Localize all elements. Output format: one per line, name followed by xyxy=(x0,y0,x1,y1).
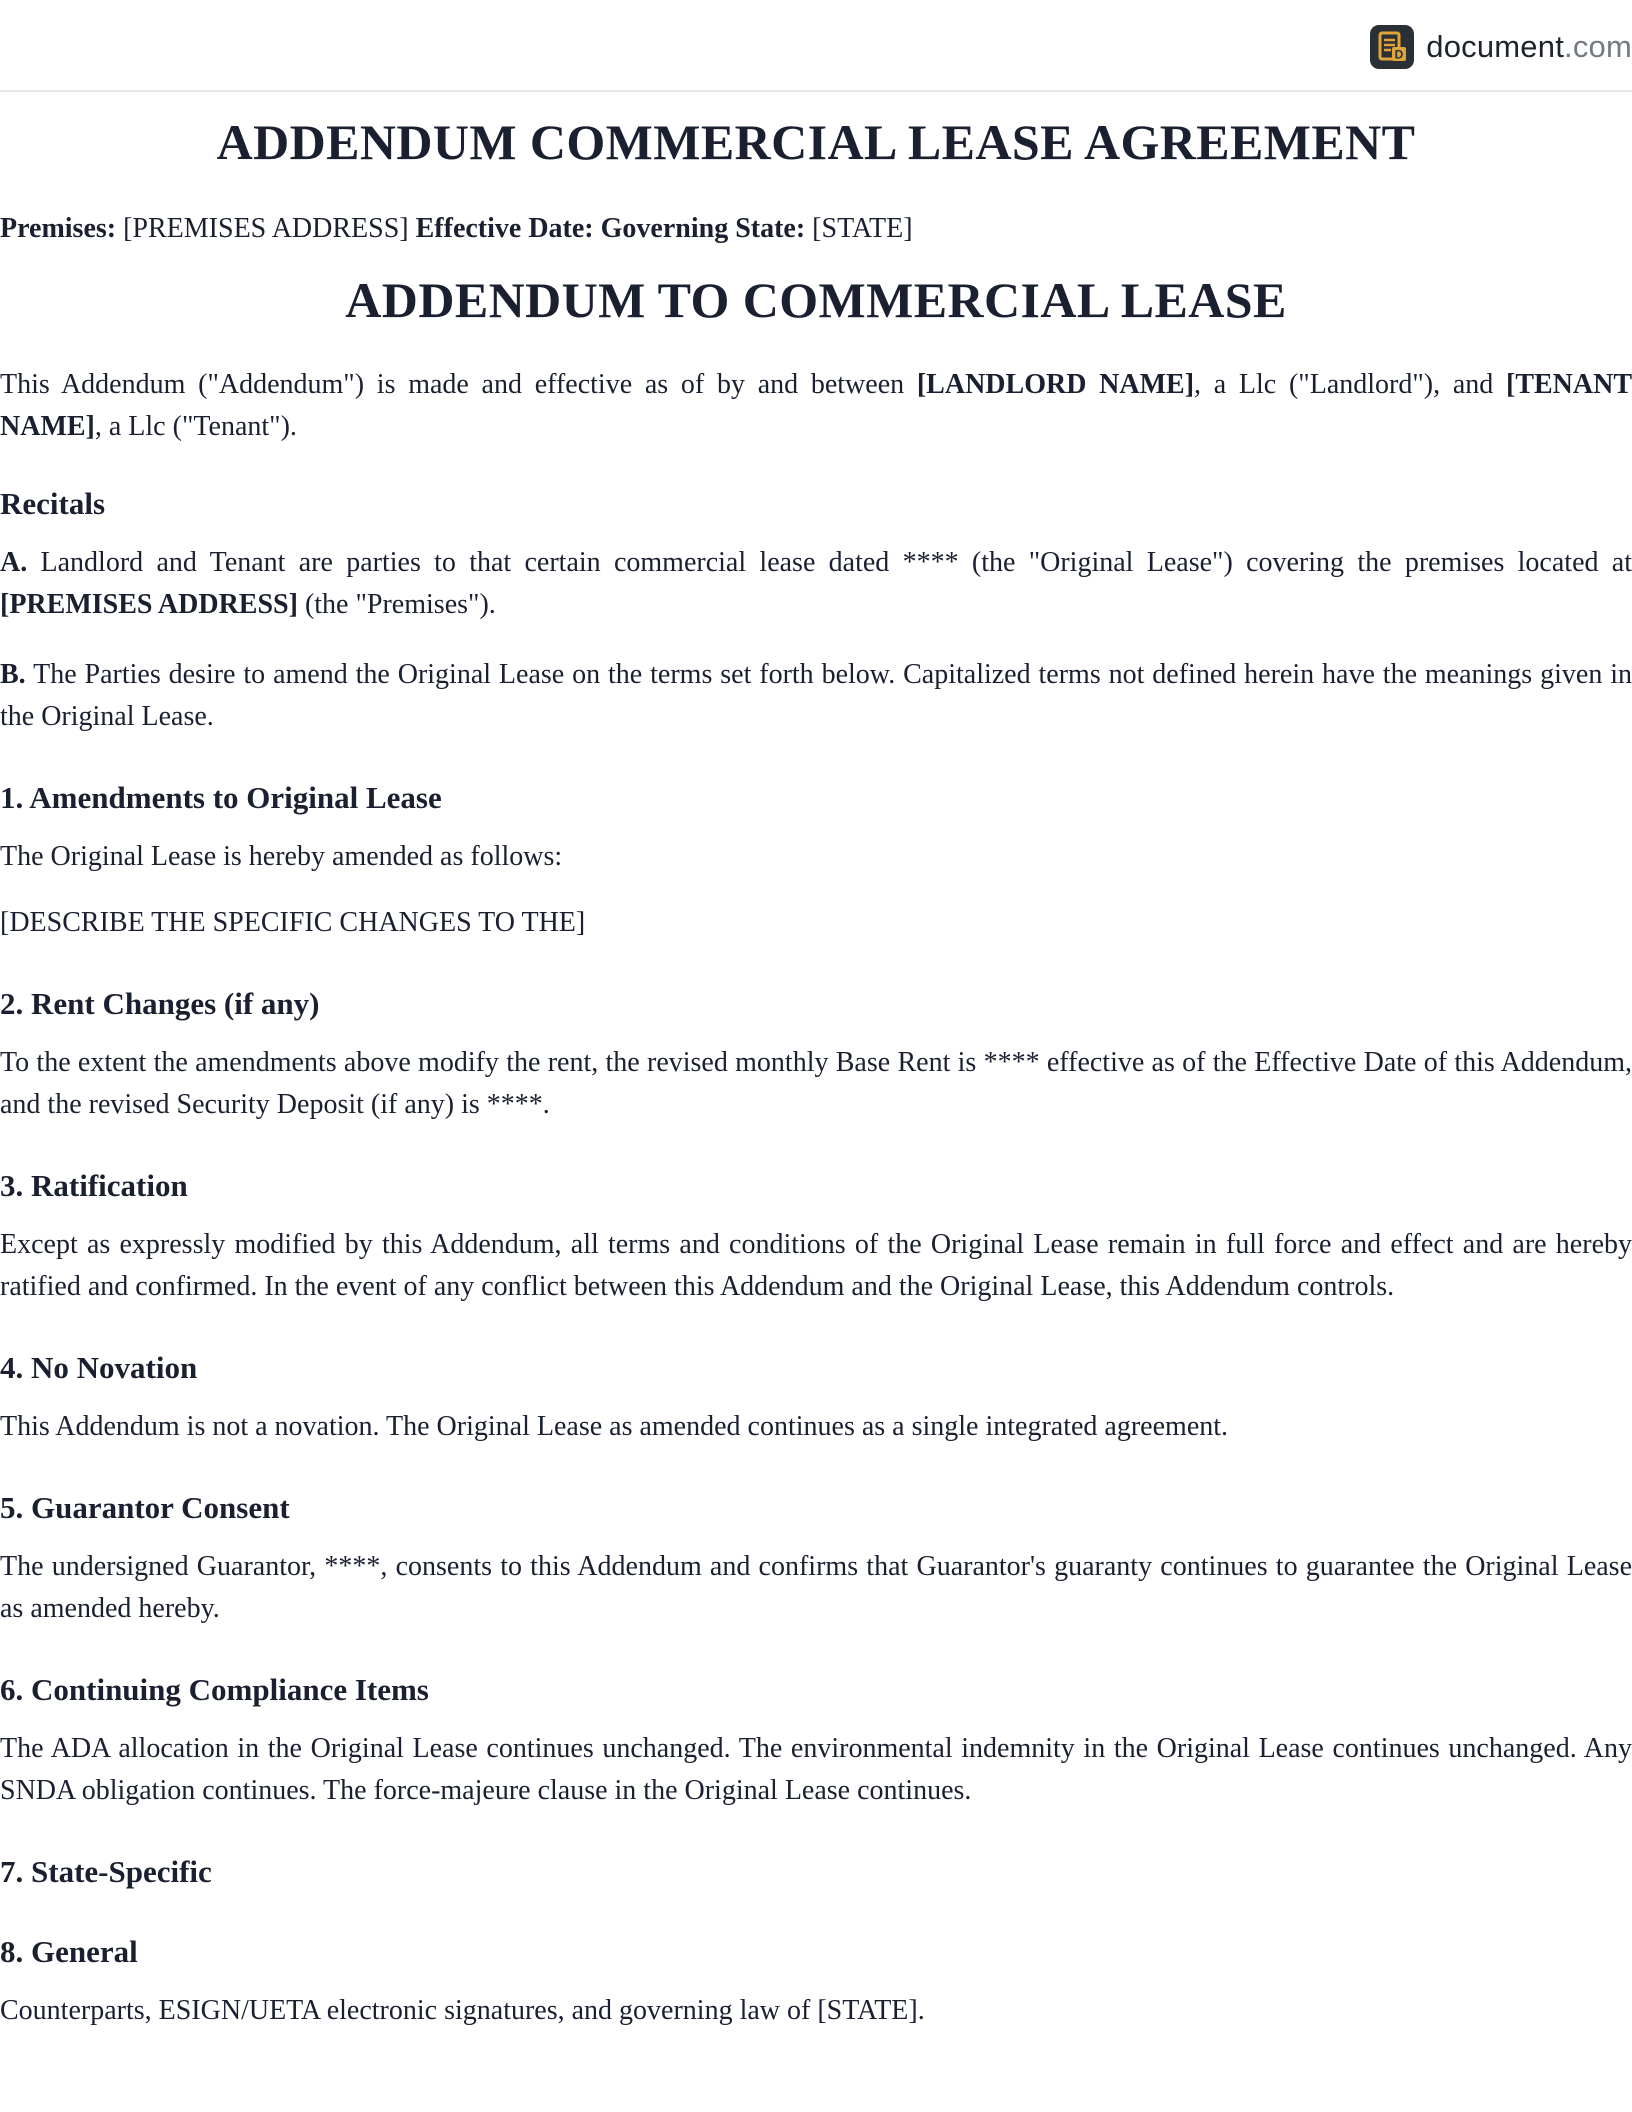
document-body xyxy=(0,364,1632,2072)
premises-value: [PREMISES ADDRESS] xyxy=(116,213,416,244)
recital-a-label: A. xyxy=(0,547,28,578)
section-4-paragraph: This Addendum is not a novation. The Original Lease as amended continues as a single integrated agreement. xyxy=(0,1411,1229,1442)
section-1-heading: 1. Amendments to Original Lease xyxy=(0,780,442,815)
section-5-paragraph: The undersigned Guarantor, ****, consents to this Addendum and confirms that Guarantor's guaranty continues to guarantee the Original Lease as amended hereby. xyxy=(0,1551,1632,1624)
addendum-heading: ADDENDUM TO COMMERCIAL LEASE xyxy=(345,272,1287,328)
section-2-heading: 2. Rent Changes (if any) xyxy=(0,986,320,1021)
site-header xyxy=(0,0,1632,92)
effective-date-label: Effective Date: xyxy=(415,213,594,244)
document-meta xyxy=(0,212,913,246)
recital-b xyxy=(0,654,1632,738)
intro-text: This Addendum ("Addendum") is made and effective as of by and between xyxy=(0,369,917,400)
svg-text:D: D xyxy=(1394,47,1404,62)
section-3-paragraph: Except as expressly modified by this Addendum, all terms and conditions of the Original Lease remain in full force and effect and are hereby ratified and confirmed. In the event of any conflict between this Addendum and the Original Lease, this Addendum controls. xyxy=(0,1229,1632,1302)
section-8-heading: 8. General xyxy=(0,1934,138,1969)
section-2-paragraph: To the extent the amendments above modify the rent, the revised monthly Base Rent is **** effective as of the Effective Date of this Addendum, and the revised Security Deposit (if any) is ****. xyxy=(0,1047,1632,1120)
document-title: ADDENDUM COMMERCIAL LEASE AGREEMENT xyxy=(216,114,1416,170)
brand-logo[interactable] xyxy=(1370,24,1632,70)
section-8-paragraph: Counterparts, ESIGN/UETA electronic signatures, and governing law of [STATE]. xyxy=(0,1995,925,2026)
section-3-heading: 3. Ratification xyxy=(0,1168,188,1203)
landlord-name: [LANDLORD NAME] xyxy=(916,369,1195,400)
recital-a xyxy=(0,542,1632,626)
intro-paragraph xyxy=(0,364,1632,448)
intro-text: , a Llc ("Tenant"). xyxy=(94,411,297,442)
premises-label: Premises: xyxy=(0,213,117,244)
governing-state-label: Governing State: xyxy=(593,213,806,244)
recital-text: Landlord and Tenant are parties to that certain commercial lease dated **** (the "Original Lease") covering the premises located at xyxy=(27,547,1632,578)
brand-tld: .com xyxy=(1564,29,1632,64)
section-6-paragraph: The ADA allocation in the Original Lease continues unchanged. The environmental indemnity in the Original Lease continues unchanged. Any SNDA obligation continues. The force-majeure clause in the Original Lease continues. xyxy=(0,1733,1632,1806)
section-5-heading: 5. Guarantor Consent xyxy=(0,1490,290,1525)
recital-premises: [PREMISES ADDRESS] xyxy=(0,589,298,620)
recitals-heading: Recitals xyxy=(0,486,106,521)
governing-state-value: [STATE] xyxy=(805,213,913,244)
recital-text: (the "Premises"). xyxy=(297,589,496,620)
recital-text: The Parties desire to amend the Original Lease on the terms set forth below. Capitalized terms not defined herein have the meanings given in the Original Lease. xyxy=(0,659,1632,732)
brand-name: document xyxy=(1426,29,1565,64)
brand-wordmark xyxy=(1426,29,1632,65)
section-1-paragraph: The Original Lease is hereby amended as follows: xyxy=(0,841,563,872)
intro-text: , a Llc ("Landlord"), and xyxy=(1194,369,1506,400)
section-4-heading: 4. No Novation xyxy=(0,1350,198,1385)
section-6-heading: 6. Continuing Compliance Items xyxy=(0,1672,429,1707)
section-1-placeholder: [DESCRIBE THE SPECIFIC CHANGES TO THE] xyxy=(0,907,586,938)
document-logo-icon xyxy=(1370,25,1414,69)
recital-b-label: B. xyxy=(0,659,26,690)
section-7-heading: 7. State-Specific xyxy=(0,1854,212,1889)
tenant-name: [TENANT NAME] xyxy=(0,369,1632,442)
